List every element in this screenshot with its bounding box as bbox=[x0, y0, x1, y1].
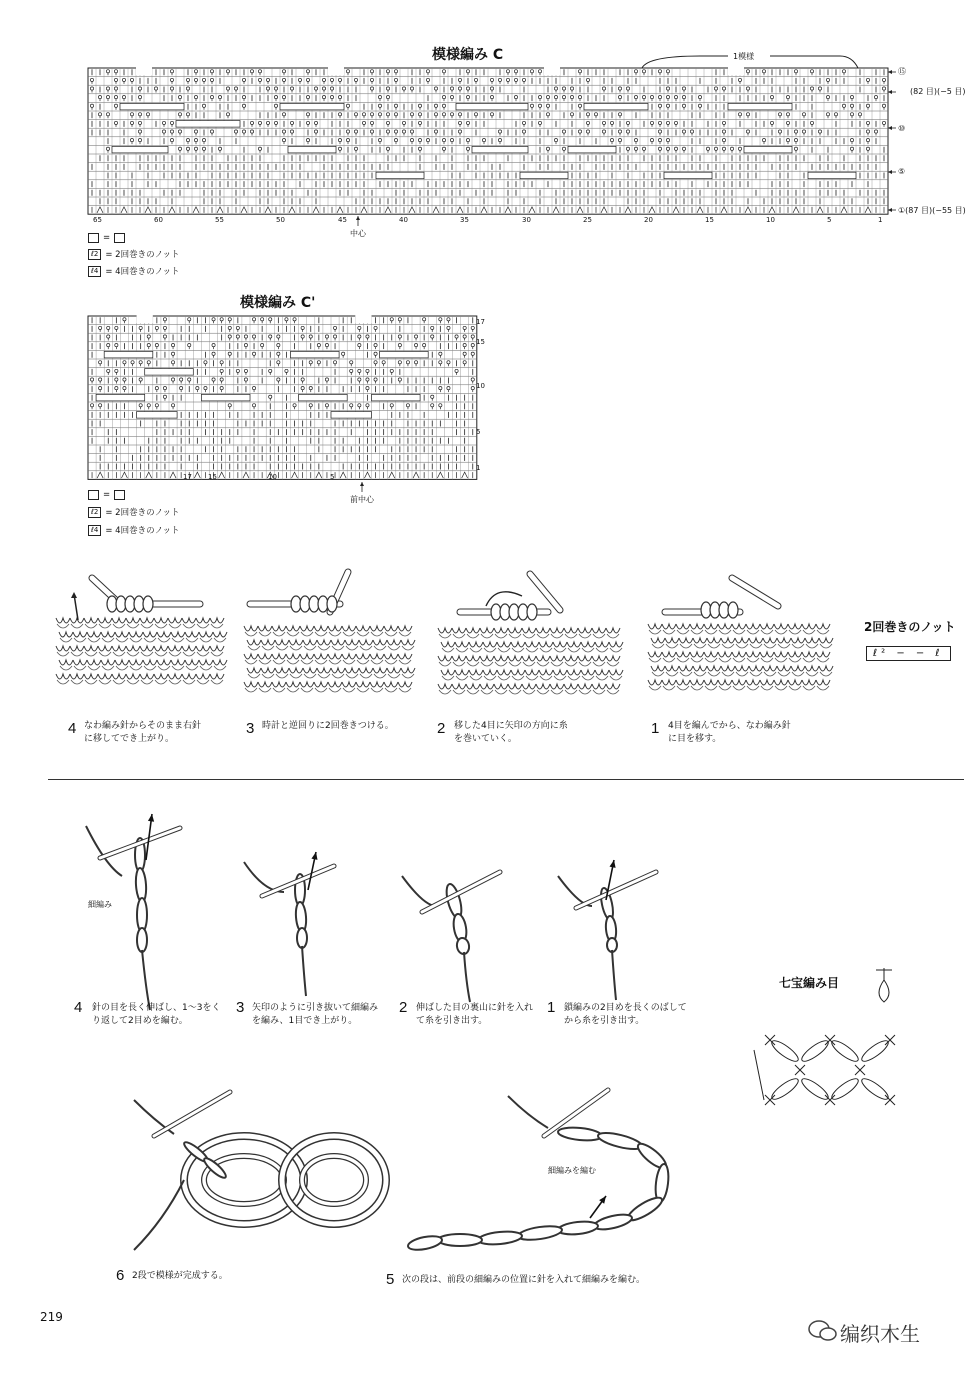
chart-c2-row-10: 10 bbox=[476, 382, 485, 390]
knit-fabric-drawing bbox=[56, 618, 227, 684]
chart-c2-row-15: 15 bbox=[476, 338, 485, 346]
yarn-wrap bbox=[291, 596, 337, 612]
chart-c2-arrows bbox=[0, 0, 970, 520]
chart-c-stitch-number: 35 bbox=[460, 216, 469, 224]
chart-c2-title: 模様編み C' bbox=[240, 295, 316, 311]
crochet-chain bbox=[295, 874, 307, 948]
yarn-wrap bbox=[701, 602, 738, 618]
chart-c-row-5: ⑤ bbox=[898, 167, 906, 176]
chart-c-row-note: (82 目)(−5 目) bbox=[910, 87, 966, 96]
knit-fabric-drawing bbox=[438, 628, 623, 694]
crochet-step-1-num: 1 bbox=[547, 999, 556, 1016]
yarn-wrap bbox=[491, 604, 537, 620]
label-single-crochet: 細編み bbox=[88, 900, 112, 909]
chart-c-stitch-number: 45 bbox=[338, 216, 347, 224]
crochet-title: 七宝編み目 bbox=[779, 976, 840, 990]
chart-c-stitch-number: 10 bbox=[766, 216, 775, 224]
legend-c: = ℓ2 = 2回巻きのノット ℓ4 = 4回巻きのノット bbox=[88, 233, 180, 277]
chart-c2-col-10: 10 bbox=[268, 473, 277, 481]
knitting-needle bbox=[732, 578, 778, 606]
chart-c-stitch-number: 30 bbox=[522, 216, 531, 224]
knot-step-2-num: 2 bbox=[437, 720, 446, 737]
knot-step-2-text: 移した4目に矢印の方向に糸を巻いていく。 bbox=[454, 721, 568, 744]
knot-illustrations bbox=[0, 560, 970, 700]
crochet-step-3-text: 矢印のように引き抜いて細編みを編み、1目でき上がり。 bbox=[252, 1003, 379, 1026]
legend-c2: = ℓ2 = 2回巻きのノット ℓ4 = 4回巻きのノット bbox=[88, 490, 180, 536]
crochet-hook bbox=[154, 1092, 230, 1136]
chart-c-title: 模様編み C bbox=[432, 47, 504, 63]
chart-c-repeat-label: 1模様 bbox=[733, 52, 755, 61]
crochet-step-4-text: 針の目を長く伸ばし、1〜3をくり返して2目めを編む。 bbox=[92, 1003, 221, 1026]
knot-symbol: ℓ² − − ℓ bbox=[866, 646, 951, 661]
yarn-wrap bbox=[107, 596, 153, 612]
chart-c-row-10: ⑩ bbox=[898, 124, 906, 133]
chart-c-center-label: 中心 bbox=[350, 229, 366, 238]
completed-pattern bbox=[184, 1136, 386, 1224]
knit-fabric-drawing bbox=[244, 626, 415, 692]
watermark-icon bbox=[808, 1318, 838, 1344]
chart-c2-row-5: 5 bbox=[476, 428, 481, 436]
crochet-hook bbox=[576, 872, 656, 908]
knot-step-4-num: 4 bbox=[68, 720, 77, 737]
chart-c-stitch-number: 1 bbox=[878, 216, 883, 224]
chart-c-stitch-number: 65 bbox=[93, 216, 102, 224]
chart-c2-center-label: 前中心 bbox=[350, 495, 374, 504]
crochet-step-6-text: 2段で模様が完成する。 bbox=[132, 1271, 228, 1281]
chart-c-stitch-number: 20 bbox=[644, 216, 653, 224]
knot-step-1-num: 1 bbox=[651, 720, 660, 737]
chart-c2-col-17: 17 bbox=[183, 473, 192, 481]
chart-c-stitch-number: 60 bbox=[154, 216, 163, 224]
watermark: 编织木生 bbox=[840, 1322, 920, 1346]
chart-c-stitch-number: 15 bbox=[705, 216, 714, 224]
knot-step-1-text: 4目を編んでから、なわ編み針に目を移す。 bbox=[668, 721, 791, 744]
crochet-chain bbox=[407, 1126, 670, 1252]
crochet-chain bbox=[135, 838, 147, 952]
crochet-step-6-num: 6 bbox=[116, 1267, 125, 1284]
knit-fabric-drawing bbox=[648, 624, 833, 690]
chart-c2-col-15: 15 bbox=[208, 473, 217, 481]
page-number: 219 bbox=[40, 1310, 63, 1324]
chart-c2-row-17: 17 bbox=[476, 318, 485, 326]
chart-c-stitch-number: 40 bbox=[399, 216, 408, 224]
chart-c2-col-5: 5 bbox=[330, 473, 335, 481]
crochet-step-5-text: 次の段は、前段の細編みの位置に針を入れて細編みを編む。 bbox=[402, 1275, 646, 1285]
knot-step-3-num: 3 bbox=[246, 720, 255, 737]
chart-c-stitch-number: 50 bbox=[276, 216, 285, 224]
chart-c-stitch-number: 55 bbox=[215, 216, 224, 224]
crochet-illustrations bbox=[0, 800, 970, 1320]
crochet-step-2-text: 伸ばした目の裏山に針を入れて糸を引き出す。 bbox=[416, 1003, 534, 1026]
label-work-sc: 細編みを編む bbox=[548, 1166, 596, 1175]
chart-c-row-1: ①(87 目)(−55 目) bbox=[898, 206, 966, 215]
crochet-step-2-num: 2 bbox=[399, 999, 408, 1016]
crochet-step-5-num: 5 bbox=[386, 1271, 395, 1288]
chart-c2-row-1: 1 bbox=[476, 464, 481, 472]
knot-step-3-text: 時計と逆回りに2回巻きつける。 bbox=[262, 721, 394, 731]
chart-c-stitch-number: 5 bbox=[827, 216, 832, 224]
solomon-knot-diagram bbox=[754, 1035, 895, 1105]
section-divider bbox=[48, 779, 964, 780]
crochet-step-1-text: 鎖編みの2目めを長くのばしてから糸を引き出す。 bbox=[564, 1003, 687, 1026]
chart-c-row-15: ⑮ bbox=[898, 67, 906, 76]
knot-step-4-text: なわ編み針からそのまま右針に移してでき上がり。 bbox=[84, 721, 202, 744]
crochet-step-3-num: 3 bbox=[236, 999, 245, 1016]
chart-c-stitch-number: 25 bbox=[583, 216, 592, 224]
direction-arrow bbox=[590, 1196, 606, 1218]
knot-title: 2回巻きのノット bbox=[864, 620, 956, 634]
crochet-step-4-num: 4 bbox=[74, 999, 83, 1016]
